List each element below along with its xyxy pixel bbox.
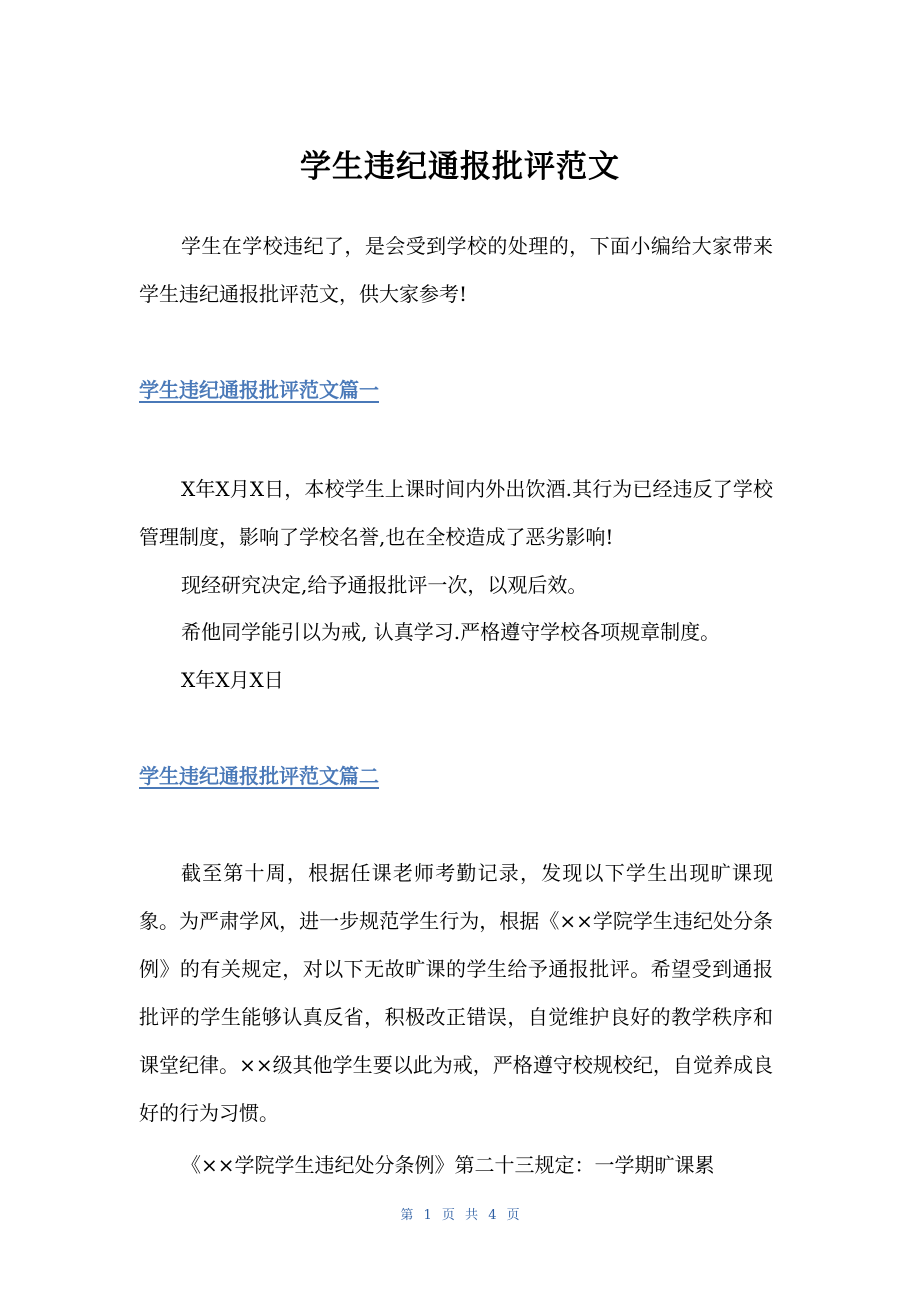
page-title: 学生违纪通报批评范文: [300, 149, 620, 185]
section-1-paragraph-1: X年X月X日，本校学生上课时间内外出饮酒.其行为已经违反了学校管理制度，影响了学校名誉,也在全校造成了恶劣影响!: [139, 477, 773, 549]
intro-paragraph: 学生在学校违纪了，是会受到学校的处理的，下面小编给大家带来学生违纪通报批评范文，供大家参考!: [139, 234, 773, 306]
section-1-date: X年X月X日: [181, 668, 284, 692]
page-footer: 第 1 页 共 4 页: [400, 1208, 520, 1223]
section-1-paragraph-3: 希他同学能引以为戒, 认真学习.严格遵守学校各项规章制度。: [181, 620, 721, 644]
section-2-paragraph-1: 截至第十周，根据任课老师考勤记录，发现以下学生出现旷课现象。为严肃学风，进一步规范学生行为，根据《××学院学生违纪处分条例》的有关规定，对以下无故旷课的学生给予通报批评。希望受到通报批评的学生能够认真反省，积极改正错误，自觉维护良好的教学秩序和课堂纪律。××级其他学生要以此为戒，严格遵守校规校纪，自觉养成良好的行为习惯。: [139, 861, 773, 1125]
section-2-paragraph-2: 《××学院学生违纪处分条例》第二十三规定：一学期旷课累: [181, 1153, 715, 1177]
section-1-paragraph-2: 现经研究决定,给予通报批评一次，以观后效。: [181, 573, 588, 597]
section-heading-1[interactable]: 学生违纪通报批评范文篇一: [139, 378, 379, 402]
section-heading-2[interactable]: 学生违纪通报批评范文篇二: [139, 764, 379, 788]
